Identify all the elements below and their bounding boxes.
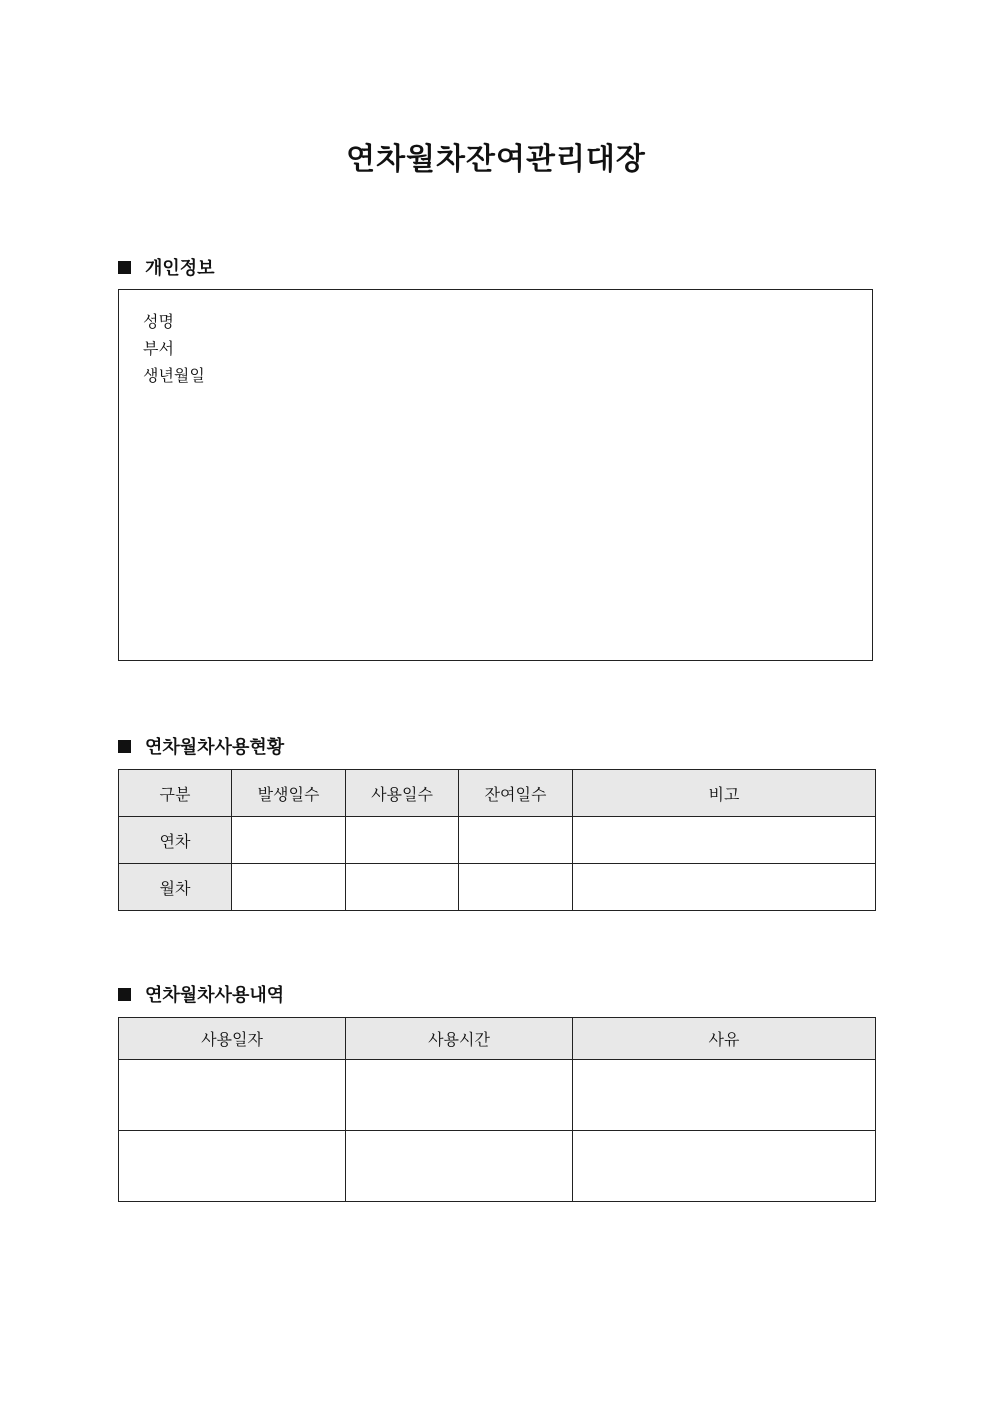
table-cell[interactable]: [346, 864, 459, 911]
column-header: 발생일수: [232, 770, 346, 817]
field-department-label: 부서: [143, 339, 174, 358]
section-history-label: 연차월차사용내역: [145, 985, 285, 1006]
square-bullet-icon: [118, 740, 131, 753]
table-row: [119, 1060, 876, 1131]
column-header: 비고: [573, 770, 876, 817]
personal-info-box: [118, 289, 873, 661]
table-cell[interactable]: [459, 864, 573, 911]
table-cell[interactable]: [346, 1060, 573, 1131]
section-personal-heading: [118, 254, 215, 280]
table-header-row: [119, 770, 876, 817]
table-cell[interactable]: [119, 1060, 346, 1131]
table-cell[interactable]: [573, 864, 876, 911]
column-header: 사용일수: [346, 770, 459, 817]
table-cell[interactable]: [573, 1060, 876, 1131]
table-cell[interactable]: [573, 817, 876, 864]
column-header: 사용시간: [346, 1018, 573, 1060]
square-bullet-icon: [118, 988, 131, 1001]
table-cell[interactable]: [232, 864, 346, 911]
table-header-row: [119, 1018, 876, 1060]
square-bullet-icon: [118, 261, 131, 274]
column-header: 구분: [119, 770, 232, 817]
usage-history-table: [118, 1017, 876, 1202]
table-row: [119, 817, 876, 864]
table-cell[interactable]: [346, 817, 459, 864]
table-cell[interactable]: [459, 817, 573, 864]
section-status-heading: [118, 733, 284, 759]
table-cell[interactable]: [346, 1131, 573, 1202]
column-header: 사유: [573, 1018, 876, 1060]
table-cell[interactable]: [573, 1131, 876, 1202]
usage-status-table: [118, 769, 876, 911]
row-label: 월차: [119, 864, 232, 911]
section-personal-label: 개인정보: [145, 258, 215, 279]
page-title: 연차월차잔여관리대장: [346, 142, 646, 177]
field-name-label: 성명: [143, 312, 174, 331]
table-cell[interactable]: [119, 1131, 346, 1202]
column-header: 사용일자: [119, 1018, 346, 1060]
section-status-label: 연차월차사용현황: [145, 737, 285, 758]
table-cell[interactable]: [232, 817, 346, 864]
row-label: 연차: [119, 817, 232, 864]
field-birthdate-label: 생년월일: [143, 366, 205, 385]
column-header: 잔여일수: [459, 770, 573, 817]
section-history-heading: [118, 981, 284, 1007]
table-row: [119, 1131, 876, 1202]
table-row: [119, 864, 876, 911]
